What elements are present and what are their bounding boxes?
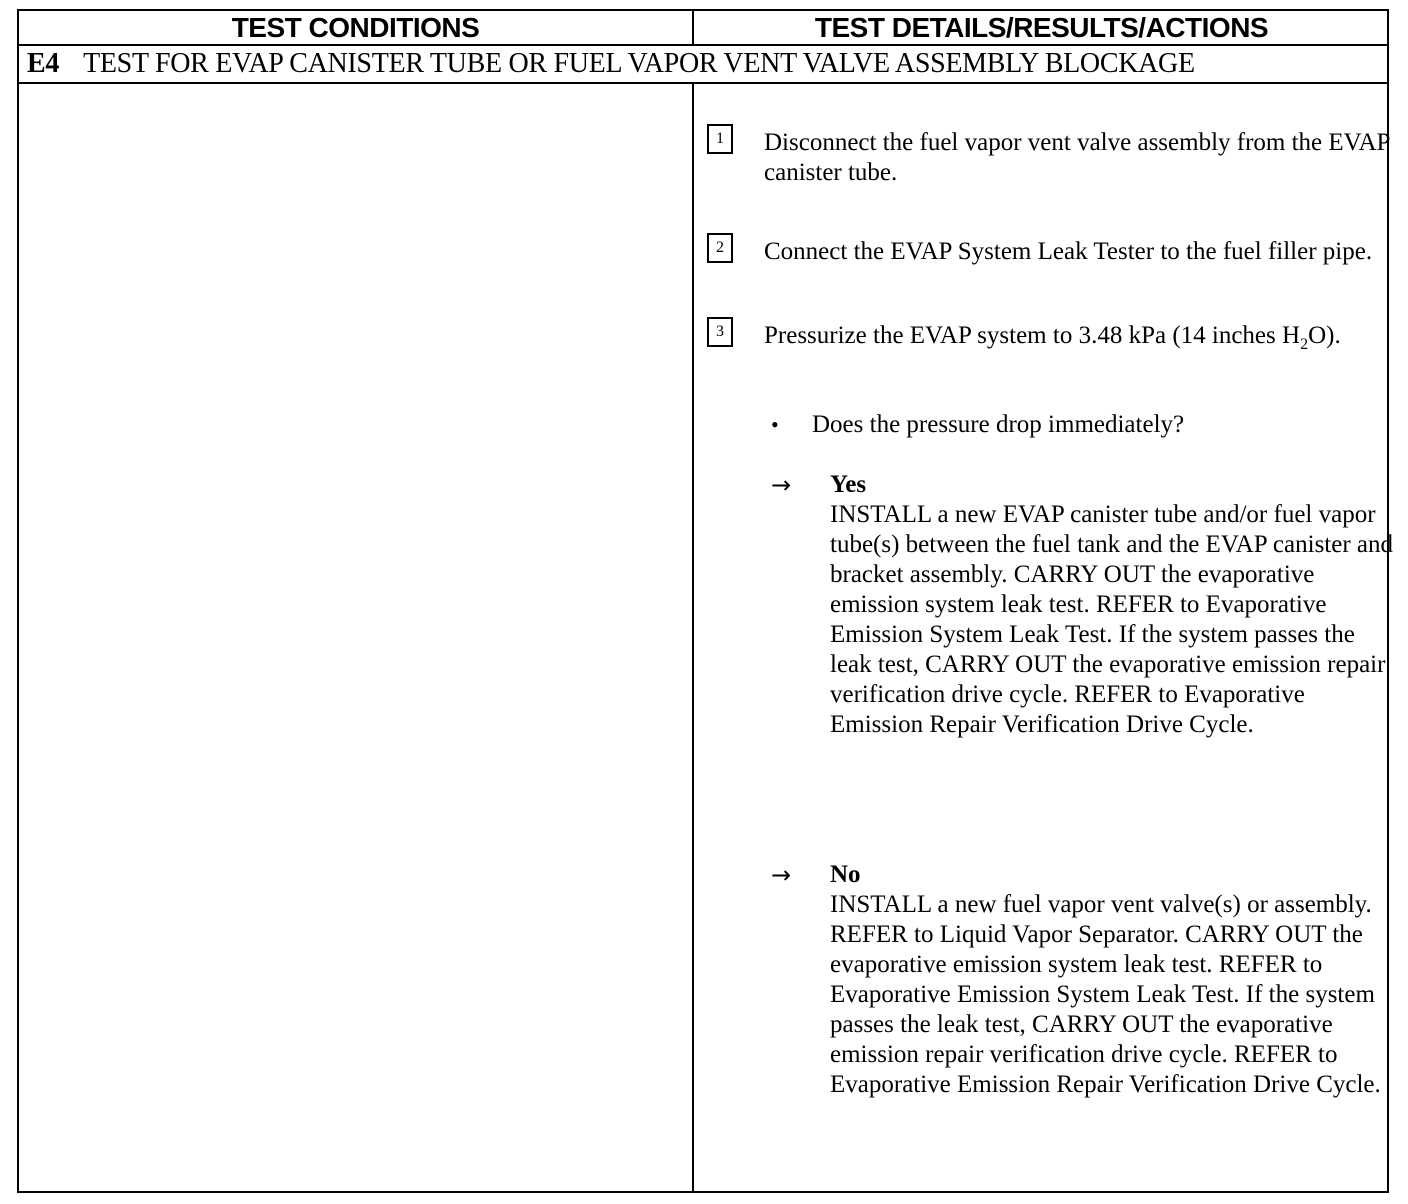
step-number-box: 2	[707, 233, 733, 263]
answer-yes	[830, 470, 1395, 740]
step-text	[764, 321, 1394, 360]
section-divider	[19, 82, 1387, 84]
header-test-details: TEST DETAILS/RESULTS/ACTIONS	[814, 12, 1269, 43]
answer-label: No	[830, 861, 861, 888]
step-text-part: O).	[1308, 322, 1341, 349]
arrow-right-icon: →	[771, 471, 792, 499]
answer-text: INSTALL a new fuel vapor vent valve(s) or assembly. REFER to Liquid Vapor Separator. CARRY OUT the evaporative emission system leak test. REFER to Evaporative Emission System Leak Test. If the system passes the leak test, CARRY OUT the evaporative emission repair verification drive cycle. REFER to Evaporative Emission Repair Verification Drive Cycle.	[830, 891, 1381, 1098]
section-title-row	[27, 46, 1195, 82]
bullet-dot: •	[771, 412, 779, 437]
step-text: Connect the EVAP System Leak Tester to the fuel filler pipe.	[764, 238, 1373, 265]
answer-text: INSTALL a new EVAP canister tube and/or fuel vapor tube(s) between the fuel tank and the EVAP canister and bracket assembly. CARRY OUT the evaporative emission system leak test. REFER to Evaporative Emission System Leak Test. If the system passes the leak test, CARRY OUT the evaporative emission repair verification drive cycle. REFER to Evaporative Emission Repair Verification Drive Cycle.	[830, 501, 1394, 738]
answer-label: Yes	[830, 471, 867, 498]
step-number-box: 1	[707, 124, 733, 154]
section-title: TEST FOR EVAP CANISTER TUBE OR FUEL VAPOR VENT VALVE ASSEMBLY BLOCKAGE	[83, 48, 1195, 79]
answer-no	[830, 860, 1395, 1100]
question-text: Does the pressure drop immediately?	[812, 411, 1185, 438]
step-number-box: 3	[707, 317, 733, 347]
test-table	[17, 9, 1394, 1193]
step-text-subscript: 2	[1300, 336, 1309, 353]
body-column-divider	[692, 82, 694, 1191]
header-test-conditions: TEST CONDITIONS	[231, 12, 480, 43]
section-code: E4	[27, 48, 60, 79]
arrow-right-icon: →	[771, 861, 792, 889]
step-text: Disconnect the fuel vapor vent valve assembly from the EVAP canister tube.	[764, 129, 1390, 186]
step-text-part: Pressurize the EVAP system to 3.48 kPa (14 inches H	[764, 322, 1301, 349]
